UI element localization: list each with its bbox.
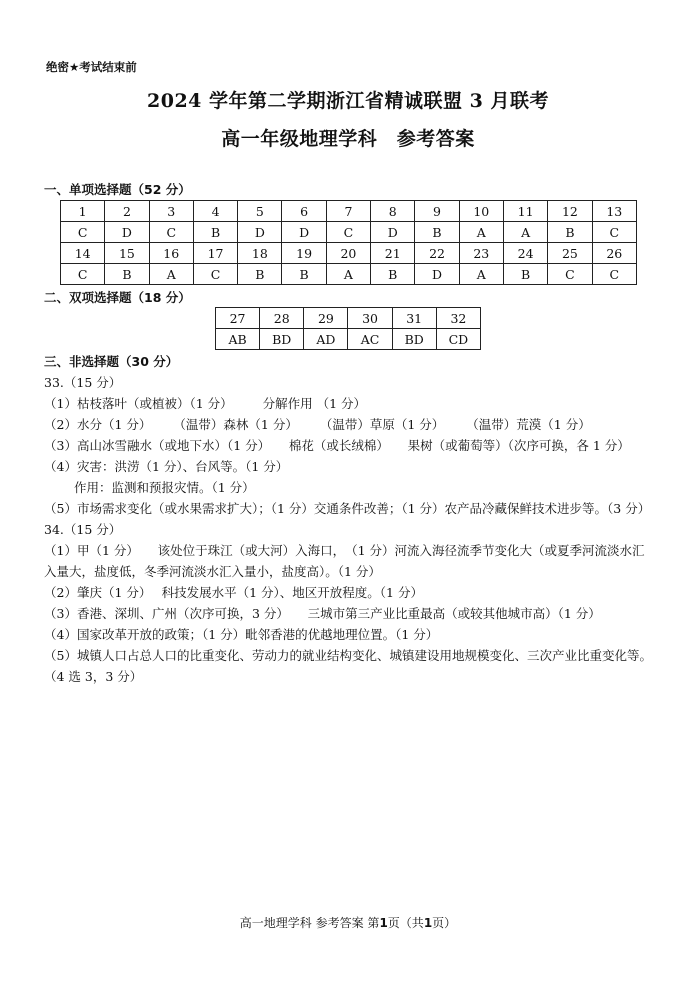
answer-cell: D	[238, 222, 282, 243]
answer-cell: A	[503, 222, 547, 243]
question-number-cell: 19	[282, 243, 326, 264]
question-number-cell: 18	[238, 243, 282, 264]
table-row	[61, 243, 637, 264]
footer-text-c: 页）	[432, 916, 457, 930]
answer-cell: AD	[304, 329, 348, 350]
question-number-cell: 22	[415, 243, 459, 264]
question-number-cell: 5	[238, 201, 282, 222]
single-choice-answer-table	[60, 200, 637, 285]
answer-cell: C	[193, 264, 237, 285]
question-number-cell: 20	[326, 243, 370, 264]
q34-answer-1: （1）甲（1 分） 该处位于珠江（或大河）入海口， （1 分）河流入海径流季节变化大（或夏季河流淡水汇入量大，盐度低，冬季河流淡水汇入量小，盐度高）。（1 分）	[44, 543, 645, 579]
exam-subtitle: 高一年级地理学科 参考答案	[221, 128, 475, 150]
confidential-mark: 绝密★考试结束前	[46, 60, 137, 74]
question-number-cell: 6	[282, 201, 326, 222]
question-number-cell: 25	[548, 243, 592, 264]
question-number-cell: 17	[193, 243, 237, 264]
answer-cell: C	[592, 264, 636, 285]
exam-title: 2024 学年第二学期浙江省精诚联盟 3 月联考	[147, 90, 549, 112]
question-number-cell: 1	[61, 201, 105, 222]
table-row	[61, 222, 637, 243]
answer-cell: C	[548, 264, 592, 285]
q34-answer-2: （2）肇庆（1 分） 科技发展水平（1 分）、地区开放程度。（1 分）	[44, 585, 423, 600]
q33-2-part-a: （2）水分（1 分）	[44, 417, 152, 432]
question-number-cell: 29	[304, 308, 348, 329]
non-choice-answers	[44, 372, 656, 687]
question-number-cell: 7	[326, 201, 370, 222]
answer-cell: C	[592, 222, 636, 243]
question-number-cell: 31	[392, 308, 436, 329]
question-number-cell: 13	[592, 201, 636, 222]
page-footer	[0, 914, 696, 931]
answer-cell: B	[371, 264, 415, 285]
question-number-cell: 24	[503, 243, 547, 264]
answer-cell: D	[371, 222, 415, 243]
q33-answer-2	[44, 414, 656, 435]
q33-1-part-b: 分解作用 （1 分）	[262, 396, 367, 411]
answer-cell: AC	[348, 329, 392, 350]
answer-cell: A	[459, 264, 503, 285]
answer-cell: D	[282, 222, 326, 243]
answer-cell: A	[459, 222, 503, 243]
question-number-cell: 23	[459, 243, 503, 264]
question-number-cell: 32	[436, 308, 480, 329]
question-number-cell: 2	[105, 201, 149, 222]
question-number-cell: 11	[503, 201, 547, 222]
question-number-cell: 8	[371, 201, 415, 222]
q33-heading: 33.（15 分）	[44, 375, 122, 390]
answer-cell: BD	[260, 329, 304, 350]
question-number-cell: 3	[149, 201, 193, 222]
double-choice-answer-table	[215, 307, 481, 350]
q33-answer-5: （5）市场需求变化（或水果需求扩大）；（1 分）交通条件改善；（1 分）农产品冷藏保鲜技术进步等。（3 分）	[44, 501, 651, 516]
question-number-cell: 28	[260, 308, 304, 329]
question-number-cell: 14	[61, 243, 105, 264]
q34-answer-5: （5）城镇人口占总人口的比重变化、劳动力的就业结构变化、城镇建设用地规模变化、三次产业比重变化等。（4 选 3，3 分）	[44, 648, 652, 684]
answer-cell: B	[238, 264, 282, 285]
q34-answer-3: （3）香港、深圳、广州（次序可换，3 分） 三城市第三产业比重最高（或较其他城市高）（1 分）	[44, 606, 601, 621]
q33-2-part-b: （温带）森林（1 分）	[173, 417, 298, 432]
question-number-cell: 21	[371, 243, 415, 264]
answer-cell: CD	[436, 329, 480, 350]
q34-answer-4: （4）国家改革开放的政策；（1 分）毗邻香港的优越地理位置。（1 分）	[44, 627, 439, 642]
answer-cell: B	[193, 222, 237, 243]
table-row	[61, 201, 637, 222]
question-number-cell: 15	[105, 243, 149, 264]
section-non-choice-title: 三、非选择题（30 分）	[44, 354, 179, 369]
question-number-cell: 12	[548, 201, 592, 222]
q33-2-part-d: （温带）荒漠（1 分）	[466, 417, 591, 432]
footer-text-b: 页（共	[387, 916, 424, 930]
q33-2-part-c: （温带）草原（1 分）	[319, 417, 445, 432]
section-single-choice-title: 一、单项选择题（52 分）	[44, 182, 191, 197]
answer-cell: C	[61, 222, 105, 243]
q34-heading: 34.（15 分）	[44, 522, 122, 537]
answer-cell: B	[503, 264, 547, 285]
answer-cell: C	[149, 222, 193, 243]
answer-cell: B	[548, 222, 592, 243]
question-number-cell: 9	[415, 201, 459, 222]
table-row	[216, 329, 481, 350]
question-number-cell: 26	[592, 243, 636, 264]
answer-cell: BD	[392, 329, 436, 350]
answer-cell: AB	[216, 329, 260, 350]
q33-answer-3: （3）高山冰雪融水（或地下水）（1 分） 棉花（或长绒棉） 果树（或葡萄等）（次序可换，各 1 分）	[44, 438, 630, 453]
q33-answer-4a: （4）灾害：洪涝（1 分）、台风等。（1 分）	[44, 459, 289, 474]
answer-cell: B	[105, 264, 149, 285]
answer-cell: A	[326, 264, 370, 285]
table-row	[216, 308, 481, 329]
q33-1-part-a: （1）枯枝落叶（或植被）（1 分）	[44, 396, 233, 411]
answer-cell: C	[326, 222, 370, 243]
question-number-cell: 10	[459, 201, 503, 222]
answer-cell: A	[149, 264, 193, 285]
question-number-cell: 4	[193, 201, 237, 222]
question-number-cell: 30	[348, 308, 392, 329]
answer-cell: D	[415, 264, 459, 285]
q33-answer-1	[44, 393, 656, 414]
answer-cell: D	[105, 222, 149, 243]
footer-page-total: 1	[423, 916, 433, 930]
question-number-cell: 16	[149, 243, 193, 264]
answer-cell: B	[415, 222, 459, 243]
question-number-cell: 27	[216, 308, 260, 329]
footer-text-a: 高一地理学科 参考答案 第	[239, 916, 380, 930]
section-double-choice-title: 二、双项选择题（18 分）	[44, 290, 191, 305]
q33-answer-4b: 作用：监测和预报灾情。（1 分）	[74, 480, 255, 495]
table-row	[61, 264, 637, 285]
answer-cell: C	[61, 264, 105, 285]
footer-page-number: 1	[379, 916, 388, 930]
answer-cell: B	[282, 264, 326, 285]
